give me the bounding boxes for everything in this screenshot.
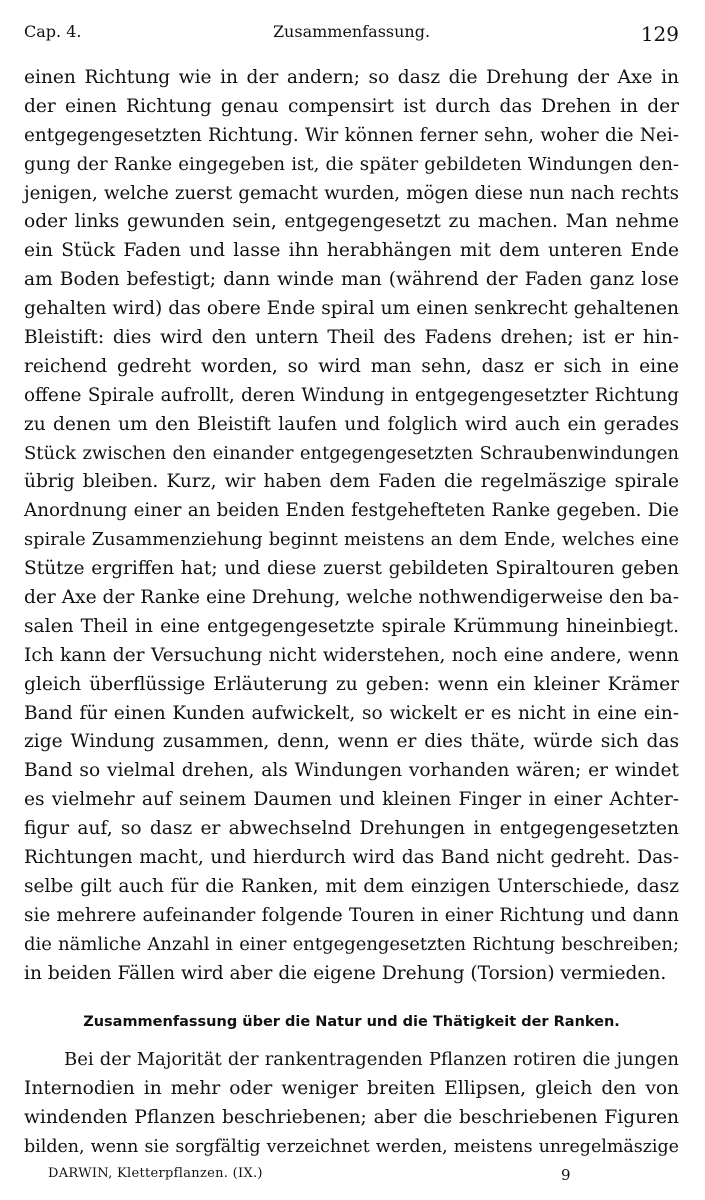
text-line: der Axe der Ranke eine Drehung, welche nothwendigerweise den ba- — [24, 587, 679, 609]
text-line: gehalten wird) das obere Ende spiral um einen senkrecht gehaltenen — [24, 298, 679, 320]
text-line: Stütze ergriffen hat; und diese zuerst gebildeten Spiraltouren geben — [24, 558, 679, 580]
text-line: reichend gedreht worden, so wird man sehn, dasz er sich in eine — [24, 355, 679, 377]
text-line: einen Richtung wie in der andern; so dasz die Drehung der Axe in — [24, 67, 679, 88]
text-line: entgegengesetzten Richtung. Wir können ferner sehn, woher die Nei- — [24, 124, 679, 146]
page-number: 129 — [640, 22, 679, 46]
text-line: Bleistift: dies wird den untern Theil des Fadens drehen; ist er hin- — [24, 327, 679, 349]
text-line: Anordnung einer an beiden Enden festgehefteten Ranke gegeben. Die — [24, 500, 679, 522]
text-line: es vielmehr auf seinem Daumen und kleinen Finger in einer Achter- — [24, 789, 679, 811]
text-line: figur auf, so dasz er abwechselnd Drehungen in entgegengesetzten — [24, 818, 679, 840]
paragraph-summary — [24, 1046, 679, 1162]
text-line: gung der Ranke eingegeben ist, die später gebildeten Windungen den- — [24, 153, 679, 175]
text-line: salen Theil in eine entgegengesetzte spirale Krümmung hineinbiegt. — [24, 615, 679, 637]
text-line: Bei der Majorität der rankentragenden Pflanzen rotiren die jungen — [64, 1049, 679, 1070]
chapter-label: Cap. 4. — [24, 22, 82, 41]
text-line: offene Spirale aufrollt, deren Windung in entgegengesetzter Richtung — [24, 384, 679, 406]
signature-mark: DARWIN, Kletterpflanzen. (IX.) — [48, 1166, 263, 1181]
text-line: selbe gilt auch für die Ranken, mit dem einzigen Unterschiede, dasz — [24, 875, 679, 897]
text-line: am Boden befestigt; dann winde man (während der Faden ganz lose — [24, 269, 679, 291]
text-line: Ich kann der Versuchung nicht widerstehen, noch eine andere, wenn — [24, 644, 679, 666]
running-header — [24, 22, 679, 48]
page-footer — [48, 1166, 679, 1188]
text-line: die nämliche Anzahl in einer entgegengesetzten Richtung beschreiben; — [24, 933, 679, 955]
sheet-number: 9 — [561, 1166, 571, 1184]
text-line: gleich überflüssige Erläuterung zu geben: wenn ein kleiner Krämer — [24, 673, 679, 695]
text-line: in beiden Fällen wird aber die eigene Drehung (Torsion) vermieden. — [24, 962, 667, 984]
text-line: oder links gewunden sein, entgegengesetzt zu machen. Man nehme — [24, 211, 679, 233]
text-line: Stück zwischen den einander entgegengesetzten Schraubenwindungen — [24, 442, 679, 464]
text-line: zu denen um den Bleistift laufen und folglich wird auch ein gerades — [24, 413, 679, 435]
text-line: spirale Zusammenziehung beginnt meistens an dem Ende, welches eine — [24, 529, 679, 551]
text-line: Internodien in mehr oder weniger breiten Ellipsen, gleich den von — [24, 1077, 679, 1099]
text-line: bilden, wenn sie sorgfältig verzeichnet werden, meistens unregelmäszige — [24, 1136, 679, 1157]
text-line: ein Stück Faden und lasse ihn herabhängen mit dem unteren Ende — [24, 240, 679, 262]
running-title: Zusammenfassung. — [272, 22, 431, 41]
text-line: jenigen, welche zuerst gemacht wurden, mögen diese nun nach rechts — [24, 182, 679, 204]
text-line: sie mehrere aufeinander folgende Touren in einer Richtung und dann — [24, 904, 679, 926]
text-line: Richtungen macht, und hierdurch wird das Band nicht gedreht. Das- — [24, 847, 679, 869]
text-line: Band für einen Kunden aufwickelt, so wickelt er es nicht in eine ein- — [24, 702, 679, 724]
section-heading: Zusammenfassung über die Natur und die Thätigkeit der Ranken. — [83, 1014, 620, 1030]
text-line: Band so vielmal drehen, als Windungen vorhanden wären; er windet — [24, 760, 679, 782]
text-line: übrig bleiben. Kurz, wir haben dem Faden die regelmäszige spirale — [24, 471, 679, 493]
text-line: windenden Pflanzen beschriebenen; aber die beschriebenen Figuren — [24, 1106, 679, 1128]
paragraph-continued — [24, 64, 679, 989]
text-line: der einen Richtung genau compensirt ist durch das Drehen in der — [24, 95, 679, 117]
text-line: zige Windung zusammen, denn, wenn er dies thäte, würde sich das — [24, 731, 679, 753]
